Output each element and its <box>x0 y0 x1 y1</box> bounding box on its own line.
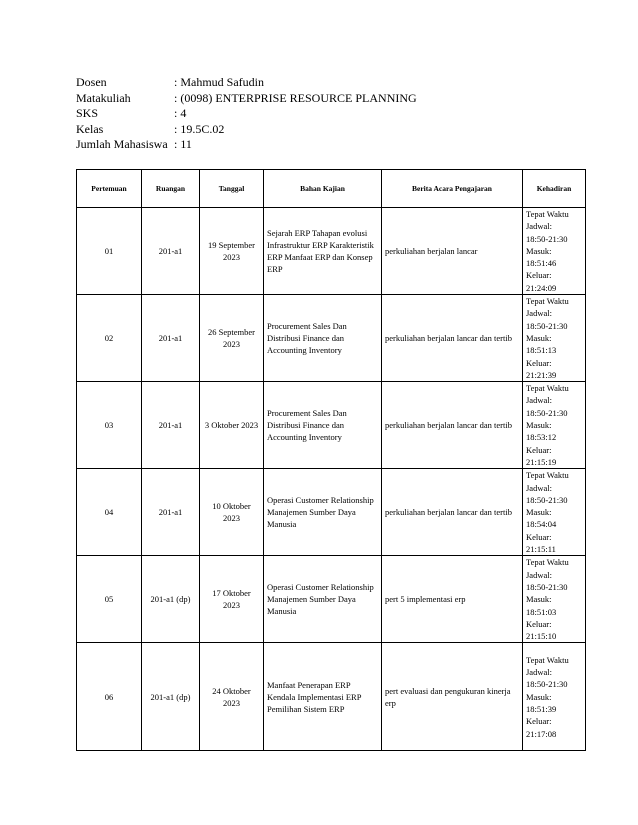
kehadiran-jadwal: 18:50-21:30 <box>526 581 568 592</box>
kehadiran-status: Tepat Waktu <box>526 470 569 481</box>
kehadiran-status: Tepat Waktu <box>526 296 569 307</box>
header-row-dosen: Dosen : Mahmud Safudin <box>76 75 265 89</box>
column-header: Berita Acara Pengajaran <box>382 170 523 208</box>
cell-berita-acara: perkuliahan berjalan lancar dan tertib <box>382 469 523 556</box>
cell-bahan-kajian: Manfaat Penerapan ERP Kendala Implementasi ERP Pemilihan Sistem ERP <box>264 643 382 751</box>
cell-pertemuan: 05 <box>77 556 142 643</box>
cell-bahan-kajian: Operasi Customer Relationship Manajemen Sumber Daya Manusia <box>264 469 382 556</box>
table-row <box>77 469 586 556</box>
cell-bahan-kajian: Procurement Sales Dan Distribusi Finance dan Accounting Inventory <box>264 382 382 469</box>
kehadiran-masuk: 18:51:13 <box>526 345 557 356</box>
table-row <box>77 382 586 469</box>
column-header: Tanggal <box>200 170 264 208</box>
kehadiran-status: Tepat Waktu <box>526 557 569 568</box>
cell-tanggal: 17 Oktober 2023 <box>200 556 264 643</box>
kehadiran-masuk: 18:51:03 <box>526 606 557 617</box>
cell-berita-acara: pert evaluasi dan pengukuran kinerja erp <box>382 643 523 751</box>
kehadiran-masuk-label: Masuk: <box>526 245 552 256</box>
cell-berita-acara: perkuliahan berjalan lancar dan tertib <box>382 295 523 382</box>
header-value: 19.5C.02 <box>180 121 225 136</box>
table-header-row <box>77 170 586 208</box>
kehadiran-status: Tepat Waktu <box>526 209 569 219</box>
header-label: Jumlah Mahasiswa <box>76 137 168 151</box>
kehadiran-jadwal: 18:50-21:30 <box>526 679 568 690</box>
kehadiran-keluar-label: Keluar: <box>526 357 552 368</box>
cell-berita-acara: perkuliahan berjalan lancar dan tertib <box>382 382 523 469</box>
kehadiran-keluar-label: Keluar: <box>526 618 552 629</box>
cell-ruangan: 201-a1 <box>142 469 200 556</box>
cell-kehadiran <box>523 208 586 295</box>
kehadiran-jadwal-label: Jadwal: <box>526 308 552 319</box>
header-label: SKS <box>76 106 99 120</box>
kehadiran-masuk: 18:51:39 <box>526 704 557 715</box>
kehadiran-jadwal-label: Jadwal: <box>526 395 552 406</box>
course-header <box>76 75 417 153</box>
header-value: 4 <box>180 106 187 120</box>
table-row <box>77 556 586 643</box>
kehadiran-masuk: 18:53:12 <box>526 432 557 443</box>
table-row <box>77 208 586 295</box>
cell-tanggal: 10 Oktober 2023 <box>200 469 264 556</box>
kehadiran-keluar: 21:15:11 <box>526 544 556 555</box>
kehadiran-masuk-label: Masuk: <box>526 594 552 605</box>
column-header: Bahan Kajian <box>264 170 382 208</box>
cell-tanggal: 3 Oktober 2023 <box>200 382 264 469</box>
header-label: Kelas <box>76 121 104 136</box>
header-label: Matakuliah <box>76 90 131 105</box>
cell-kehadiran <box>523 295 586 382</box>
header-value: Mahmud Safudin <box>180 75 265 89</box>
kehadiran-jadwal-label: Jadwal: <box>526 221 552 232</box>
cell-kehadiran <box>523 556 586 643</box>
kehadiran-keluar-label: Keluar: <box>526 444 552 455</box>
cell-kehadiran <box>523 469 586 556</box>
kehadiran-keluar: 21:24:09 <box>526 282 557 293</box>
kehadiran-status: Tepat Waktu <box>526 654 569 665</box>
cell-berita-acara: pert 5 implementasi erp <box>382 556 523 643</box>
kehadiran-masuk-label: Masuk: <box>526 332 552 343</box>
header-label: Dosen <box>76 75 107 89</box>
kehadiran-masuk: 18:51:46 <box>526 258 557 269</box>
kehadiran-jadwal: 18:50-21:30 <box>526 407 568 418</box>
kehadiran-keluar: 21:15:10 <box>526 631 557 642</box>
kehadiran-status: Tepat Waktu <box>526 383 569 394</box>
kehadiran-masuk-label: Masuk: <box>526 691 552 702</box>
cell-pertemuan: 03 <box>77 382 142 469</box>
cell-tanggal: 19 September 2023 <box>200 208 264 295</box>
attendance-table <box>76 169 586 751</box>
cell-ruangan: 201-a1 <box>142 382 200 469</box>
header-row-sks: SKS : 4 <box>76 106 187 120</box>
kehadiran-jadwal: 18:50-21:30 <box>526 320 568 331</box>
kehadiran-jadwal: 18:50-21:30 <box>526 233 568 244</box>
cell-pertemuan: 02 <box>77 295 142 382</box>
kehadiran-jadwal-label: Jadwal: <box>526 667 552 678</box>
kehadiran-masuk: 18:54:04 <box>526 519 557 530</box>
kehadiran-jadwal-label: Jadwal: <box>526 482 552 493</box>
cell-pertemuan: 04 <box>77 469 142 556</box>
table-row <box>77 295 586 382</box>
column-header: Ruangan <box>142 170 200 208</box>
kehadiran-masuk-label: Masuk: <box>526 507 552 518</box>
header-value: (0098) ENTERPRISE RESOURCE PLANNING <box>180 90 417 105</box>
cell-bahan-kajian: Sejarah ERP Tahapan evolusi Infrastruktur ERP Karakteristik ERP Manfaat ERP dan Konsep ERP <box>264 208 382 295</box>
column-header: Pertemuan <box>77 170 142 208</box>
cell-berita-acara: perkuliahan berjalan lancar <box>382 208 523 295</box>
cell-pertemuan: 06 <box>77 643 142 751</box>
table-row <box>77 643 586 751</box>
cell-kehadiran <box>523 643 586 751</box>
header-value: 11 <box>180 137 192 151</box>
cell-bahan-kajian: Operasi Customer Relationship Manajemen Sumber Daya Manusia <box>264 556 382 643</box>
cell-pertemuan: 01 <box>77 208 142 295</box>
kehadiran-jadwal: 18:50-21:30 <box>526 494 568 505</box>
kehadiran-keluar: 21:15:19 <box>526 456 557 467</box>
column-header: Kehadiran <box>523 170 586 208</box>
cell-tanggal: 26 September 2023 <box>200 295 264 382</box>
cell-kehadiran <box>523 382 586 469</box>
cell-ruangan: 201-a1 (dp) <box>142 556 200 643</box>
kehadiran-jadwal-label: Jadwal: <box>526 569 552 580</box>
cell-ruangan: 201-a1 (dp) <box>142 643 200 751</box>
cell-ruangan: 201-a1 <box>142 295 200 382</box>
cell-bahan-kajian: Procurement Sales Dan Distribusi Finance dan Accounting Inventory <box>264 295 382 382</box>
header-row-kelas: Kelas : 19.5C.02 <box>76 121 225 136</box>
header-row-jumlah-mahasiswa: Jumlah Mahasiswa : 11 <box>76 137 192 151</box>
cell-tanggal: 24 Oktober 2023 <box>200 643 264 751</box>
kehadiran-keluar-label: Keluar: <box>526 270 552 281</box>
kehadiran-keluar-label: Keluar: <box>526 531 552 542</box>
kehadiran-keluar: 21:21:39 <box>526 369 557 380</box>
kehadiran-keluar-label: Keluar: <box>526 716 552 727</box>
kehadiran-keluar: 21:17:08 <box>526 728 557 739</box>
kehadiran-masuk-label: Masuk: <box>526 420 552 431</box>
header-row-matakuliah: Matakuliah : (0098) ENTERPRISE RESOURCE PLANNING <box>76 90 417 105</box>
cell-ruangan: 201-a1 <box>142 208 200 295</box>
